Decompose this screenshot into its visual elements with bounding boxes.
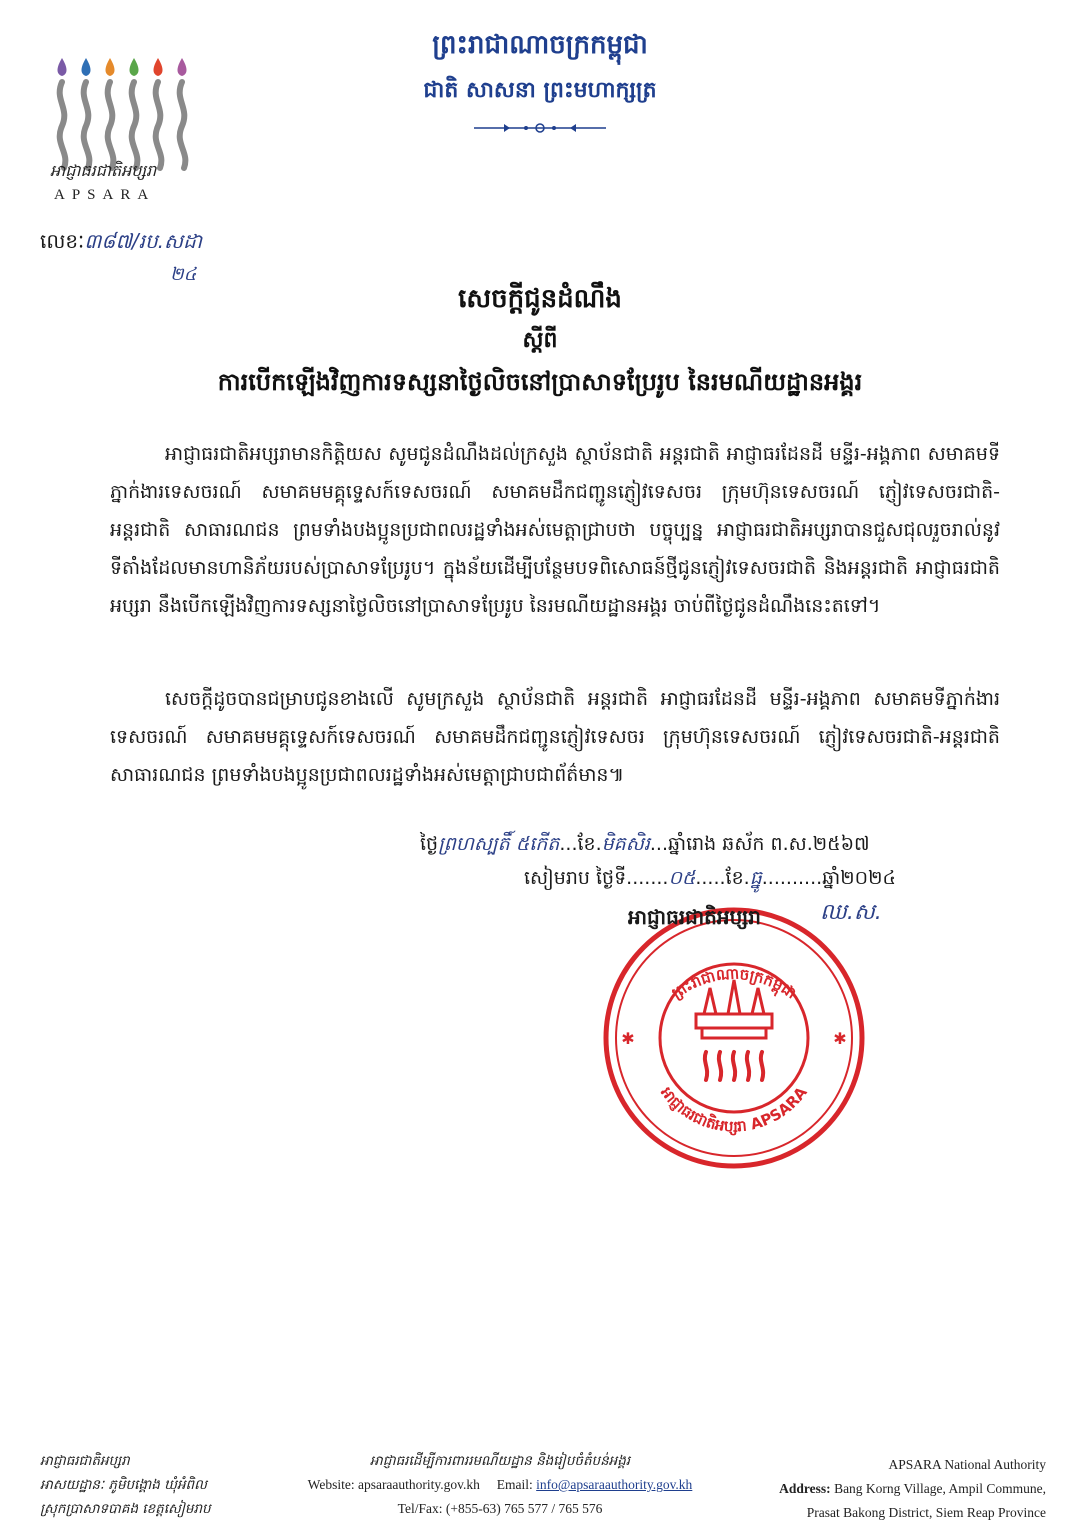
solar-date: សៀមរាប ថ្ងៃទី.......០៥.....ខែ.ធ្នូ..........ឆ្នាំ២០២៤ <box>524 867 896 889</box>
logo-drop-icon <box>58 58 67 76</box>
seal-figures-icon <box>705 1052 763 1080</box>
solar-day: ០៥ <box>668 867 696 889</box>
seal-star-right: ✱ <box>833 1029 847 1048</box>
email-link[interactable]: info@apsaraauthority.gov.kh <box>536 1477 693 1492</box>
reference-sub: ២៤ <box>170 264 197 285</box>
logo-name-kh: អាជ្ញាធរជាតិអប្សរា <box>50 161 157 180</box>
logo-drops <box>58 58 187 76</box>
lunar-date: ថ្ងៃព្រហស្បតិ៍ ៥កើត...ខែ.មិគសិរ...ឆ្នាំរោង ឆស័ក ព.ស.២៥៦៧ <box>420 833 870 855</box>
seal-text-top: ព្រះរាជាណាចក្រកម្ពុជា <box>668 964 800 1003</box>
seal-temple-icon <box>696 980 772 1038</box>
reference-label: លេខៈ <box>40 229 85 253</box>
footer-right: APSARA National Authority Address: Bang Korng Village, Ampil Commune, Prasat Bakong District, Siem Reap Province <box>779 1457 1046 1520</box>
notice-subject: ការបើកឡើងវិញការទស្សនាថ្ងៃលិចនៅប្រាសាទប្រែរូប នៃរមណីយដ្ឋានអង្គរ <box>217 368 863 396</box>
kingdom-title: ព្រះរាជាណាចក្រកម្ពុជា <box>432 30 648 60</box>
notice-subject-label: ស្តីពី <box>522 328 558 353</box>
logo-drop-icon <box>178 58 187 76</box>
website-link[interactable]: apsaraauthority.gov.kh <box>357 1477 480 1492</box>
official-seal <box>598 902 870 1174</box>
lunar-month: មិគសិរ <box>601 833 650 855</box>
apsara-logo <box>40 50 200 210</box>
logo-drop-icon <box>154 58 163 76</box>
logo-drop-icon <box>130 58 139 76</box>
footer-left: អាជ្ញាធរជាតិអប្សរា អាសយដ្ឋានៈ ភូមិបង្គោង ឃុំអំពិល ស្រុកប្រាសាទបាគង ខេត្តសៀមរាប <box>40 1453 211 1517</box>
handwritten-signature: ឈ.ស. <box>820 900 882 925</box>
body-paragraph-2: សេចក្តីដូចបានជម្រាបជូនខាងលើ សូមក្រសួង ស្ថាប័នជាតិ អន្តរជាតិ អាជ្ញាធរដែនដី មន្ទីរ-អង្គភាព សមាគមទីភ្នាក់ងារទេសចរណ៍ សមាគមមគ្គុទ្ទេសក៍ទេសចរណ៍ សមាគមដឹកជញ្ជូនភ្ញៀវទេសចរ ក្រុមហ៊ុនទេសចរណ៍ ភ្ញៀវទេសចរជាតិ-អន្តរជាតិ សាធារណជន ព្រមទាំងបងប្អូនប្រជាពលរដ្ឋទាំងអស់មេត្តាជ្រាបជាព័ត៌មាន៕ <box>110 688 1000 786</box>
lunar-day: ព្រហស្បតិ៍ ៥កើត <box>438 833 560 855</box>
logo-name-en: APSARA <box>54 187 156 203</box>
seal-text-bottom: អាជ្ញាធរជាតិអប្សរា APSARA <box>657 1083 811 1136</box>
reference-value: ៣៨៧/រប.សដា <box>84 229 203 253</box>
reference-number <box>40 228 202 258</box>
signer-name: អាជ្ញាធរជាតិអប្សរា <box>628 905 761 929</box>
seal-star-left: ✱ <box>621 1029 635 1048</box>
logo-drop-icon <box>106 58 115 76</box>
body-paragraph-1: អាជ្ញាធរជាតិអប្សរាមានកិត្តិយស សូមជូនដំណឹងដល់ក្រសួង ស្ថាប័នជាតិ អន្តរជាតិ អាជ្ញាធរដែនដី មន្ទីរ-អង្គភាព សមាគមទីភ្នាក់ងារទេសចរណ៍ សមាគមមគ្គុទ្ទេសក៍ទេសចរណ៍ សមាគមដឹកជញ្ជូនភ្ញៀវទេសចរ ក្រុមហ៊ុនទេសចរណ៍ ភ្ញៀវទេសចរជាតិ-អន្តរជាតិ សាធារណជន ព្រមទាំងបងប្អូនប្រជាពលរដ្ឋទាំងអស់មេត្តាជ្រាបថា បច្ចុប្បន្ន អាជ្ញាធរជាតិអប្សរាបានជួសជុលរួចរាល់នូវទីតាំងដែលមានហានិភ័យរបស់ប្រាសាទប្រែរូប។ ក្នុងន័យដើម្បីបន្ថែមបទពិសោធន៍ថ្មីជូនភ្ញៀវទេសចរជាតិ និងអន្តរជាតិ អាជ្ញាធរជាតិអប្សរា នឹងបើកឡើងវិញការទស្សនាថ្ងៃលិចនៅប្រាសាទប្រែរូប នៃរមណីយដ្ឋានអង្គរ ចាប់ពីថ្ងៃជូនដំណឹងនេះតទៅ។ <box>110 443 1000 617</box>
logo-figures <box>60 82 186 168</box>
footer-center: អាជ្ញាធរដើម្បីការពាររមណីយដ្ឋាន និងរៀបចំតំបន់អង្គរ Website: apsaraauthority.gov.kh Email: info@apsaraauthority.gov.kh Tel/Fax: (+855-63) 765 577 / 765 576 <box>307 1453 693 1516</box>
solar-month: ធ្នូ <box>749 867 762 889</box>
logo-drop-icon <box>82 58 91 76</box>
svg-text:អាជ្ញាធរជាតិអប្សរា APSARA <box>657 1083 811 1135</box>
kingdom-motto: ជាតិ សាសនា ព្រះមហាក្សត្រ <box>423 78 657 103</box>
ornament-divider <box>470 118 610 138</box>
notice-title: សេចក្តីជូនដំណឹង <box>458 284 622 314</box>
